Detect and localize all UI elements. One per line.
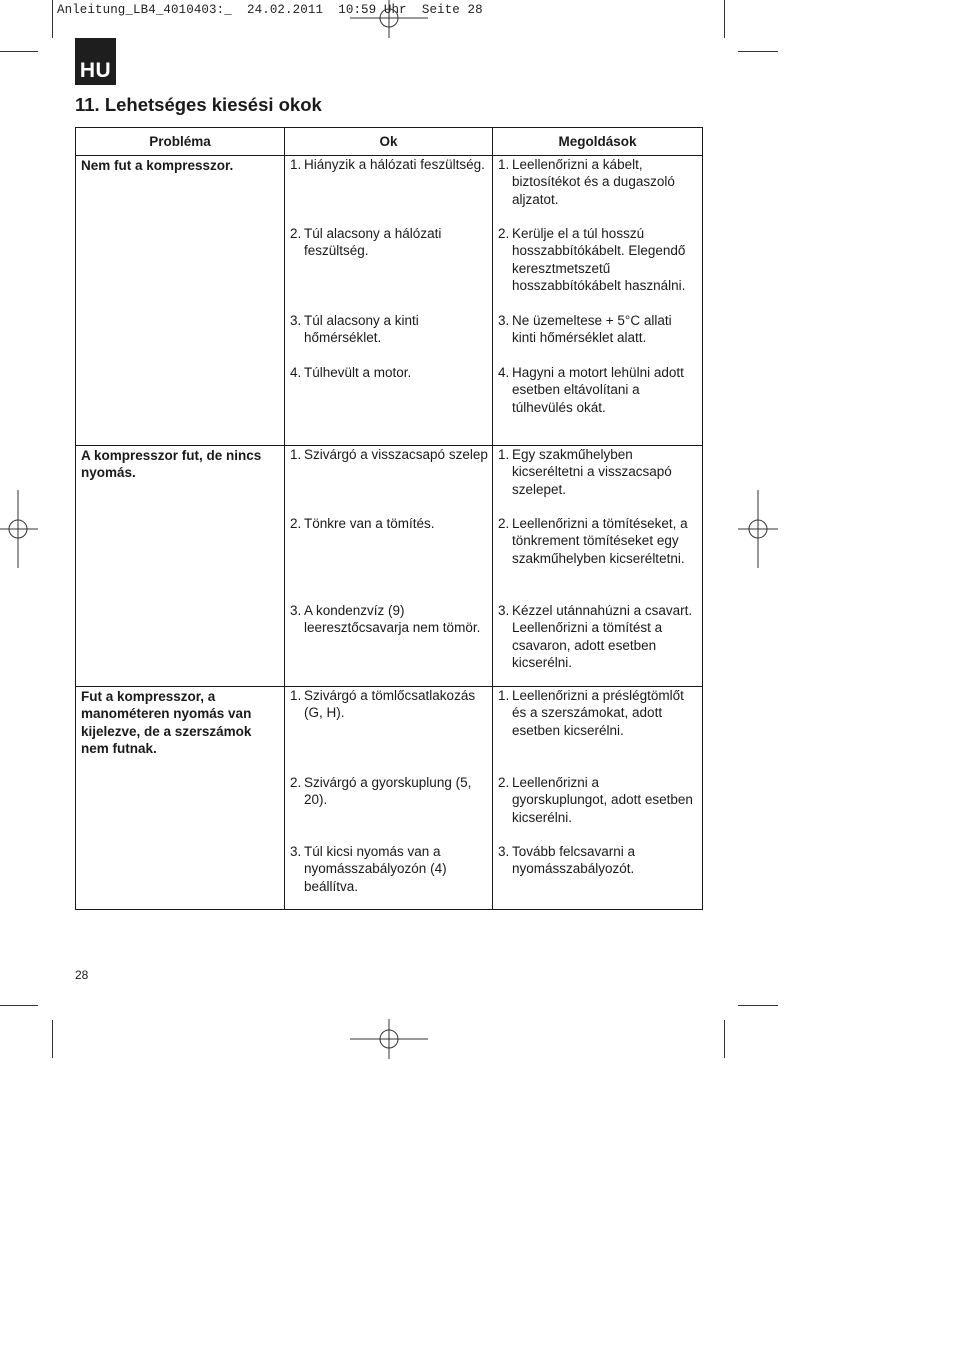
registration-mark-icon — [350, 1019, 428, 1059]
cause-number: 1. — [290, 447, 302, 462]
section-title: 11. Lehetséges kiesési okok — [75, 94, 322, 115]
solution-item — [498, 774, 698, 843]
solution-cell — [493, 156, 703, 446]
cause-cell — [285, 687, 493, 910]
registration-mark-icon — [350, 0, 428, 38]
solution-item — [498, 515, 698, 602]
solution-item — [498, 446, 698, 515]
crop-mark — [52, 1020, 53, 1058]
crop-mark — [724, 0, 725, 38]
cause-item — [290, 687, 488, 774]
solution-text: Egy szakműhelyben kicseréltetni a visszacsapó szelepet. — [512, 447, 672, 497]
cause-number: 3. — [290, 313, 302, 328]
solution-text: Kézzel utánnahúzni a csavart. Leellenőrizni a tömítést a csavaron, adott esetben kicserélni. — [512, 603, 693, 670]
cause-item — [290, 446, 488, 515]
solution-text: Leellenőrizni a tömítéseket, a tönkrement tömítéseket egy szakműhelyben kicseréltetni. — [512, 516, 688, 566]
solution-text: Leellenőrizni a gyorskuplungot, adott esetben kicserélni. — [512, 775, 693, 825]
crop-mark — [738, 1005, 778, 1006]
problem-text: Nem fut a kompresszor. — [81, 158, 234, 173]
cause-number: 2. — [290, 516, 302, 531]
cause-cell — [285, 446, 493, 687]
solution-text: Tovább felcsavarni a nyomásszabályozót. — [512, 844, 636, 877]
crop-mark — [724, 1020, 725, 1058]
crop-mark — [738, 51, 778, 52]
cause-text: Túl alacsony a kinti hőmérséklet. — [304, 313, 419, 346]
column-header-problem: Probléma — [76, 128, 285, 156]
language-badge: HU — [75, 38, 116, 85]
solution-number: 2. — [498, 226, 510, 241]
solution-number: 2. — [498, 516, 510, 531]
cause-item — [290, 225, 488, 312]
solution-number: 3. — [498, 313, 510, 328]
table-row — [76, 687, 703, 910]
solution-text: Leellenőrizni a préslégtömlőt és a szerszámokat, adott esetben kicserélni. — [512, 688, 684, 738]
solution-number: 1. — [498, 157, 510, 172]
table-row — [76, 156, 703, 446]
cause-text: Tönkre van a tömítés. — [304, 516, 435, 531]
cause-item — [290, 774, 488, 843]
cause-text: Szivárgó a visszacsapó szelep — [304, 447, 488, 462]
solution-number: 1. — [498, 688, 510, 703]
cause-item — [290, 602, 488, 637]
cause-text: Túl kicsi nyomás van a nyomásszabályozón (4) beállítva. — [304, 844, 447, 894]
solution-item — [498, 687, 698, 774]
page-number: 28 — [75, 968, 89, 982]
cause-text: Túl alacsony a hálózati feszültség. — [304, 226, 442, 259]
solution-cell — [493, 446, 703, 687]
cause-item — [290, 312, 488, 364]
solution-item — [498, 312, 698, 364]
problem-cell — [76, 446, 285, 687]
solution-item — [498, 156, 698, 225]
cause-item — [290, 156, 488, 225]
column-header-cause: Ok — [285, 128, 493, 156]
solution-cell — [493, 687, 703, 910]
problem-cell — [76, 687, 285, 910]
cause-number: 3. — [290, 603, 302, 618]
cause-text: Szivárgó a tömlőcsatlakozás (G, H). — [304, 688, 476, 721]
cause-number: 1. — [290, 688, 302, 703]
cause-number: 2. — [290, 775, 302, 790]
solution-text: Hagyni a motort lehülni adott esetben eltávolítani a túlhevülés okát. — [512, 365, 684, 415]
problem-text: Fut a kompresszor, a manométeren nyomás van kijelezve, de a szerszámok nem futnak. — [81, 689, 252, 756]
solution-item — [498, 225, 698, 312]
cause-number: 3. — [290, 844, 302, 859]
cause-item — [290, 364, 488, 381]
solution-text: Leellenőrizni a kábelt, biztosítékot és a dugaszoló aljzatot. — [512, 157, 675, 207]
troubleshooting-table — [75, 127, 703, 910]
solution-number: 3. — [498, 603, 510, 618]
column-header-solution: Megoldások — [493, 128, 703, 156]
solution-number: 2. — [498, 775, 510, 790]
solution-item — [498, 602, 698, 671]
solution-text: Ne üzemeltese + 5°C allati kinti hőmérséklet alatt. — [512, 313, 672, 346]
problem-cell — [76, 156, 285, 446]
cause-number: 1. — [290, 157, 302, 172]
solution-text: Kerülje el a túl hosszú hosszabbítókábelt. Elegendő keresztmetszetű hosszabbítókábelt használni. — [512, 226, 686, 293]
cause-text: A kondenzvíz (9) leeresztőcsavarja nem tömör. — [304, 603, 481, 636]
solution-number: 3. — [498, 844, 510, 859]
table-header-row — [76, 128, 703, 156]
cause-text: Hiányzik a hálózati feszültség. — [304, 157, 485, 172]
cause-item — [290, 843, 488, 895]
table-row — [76, 446, 703, 687]
cause-text: Túlhevült a motor. — [304, 365, 412, 380]
cause-number: 4. — [290, 365, 302, 380]
cause-number: 2. — [290, 226, 302, 241]
cause-text: Szivárgó a gyorskuplung (5, 20). — [304, 775, 472, 808]
registration-mark-icon — [738, 490, 778, 568]
solution-item — [498, 364, 698, 416]
registration-mark-icon — [0, 490, 38, 568]
solution-number: 1. — [498, 447, 510, 462]
crop-mark — [52, 0, 53, 38]
print-slug: Anleitung_LB4_4010403:_ 24.02.2011 10:59 Uhr Seite 28 — [57, 3, 483, 17]
cause-cell — [285, 156, 493, 446]
solution-number: 4. — [498, 365, 510, 380]
crop-mark — [0, 51, 38, 52]
problem-text: A kompresszor fut, de nincs nyomás. — [81, 448, 262, 481]
cause-item — [290, 515, 488, 602]
crop-mark — [0, 1005, 38, 1006]
solution-item — [498, 843, 698, 878]
